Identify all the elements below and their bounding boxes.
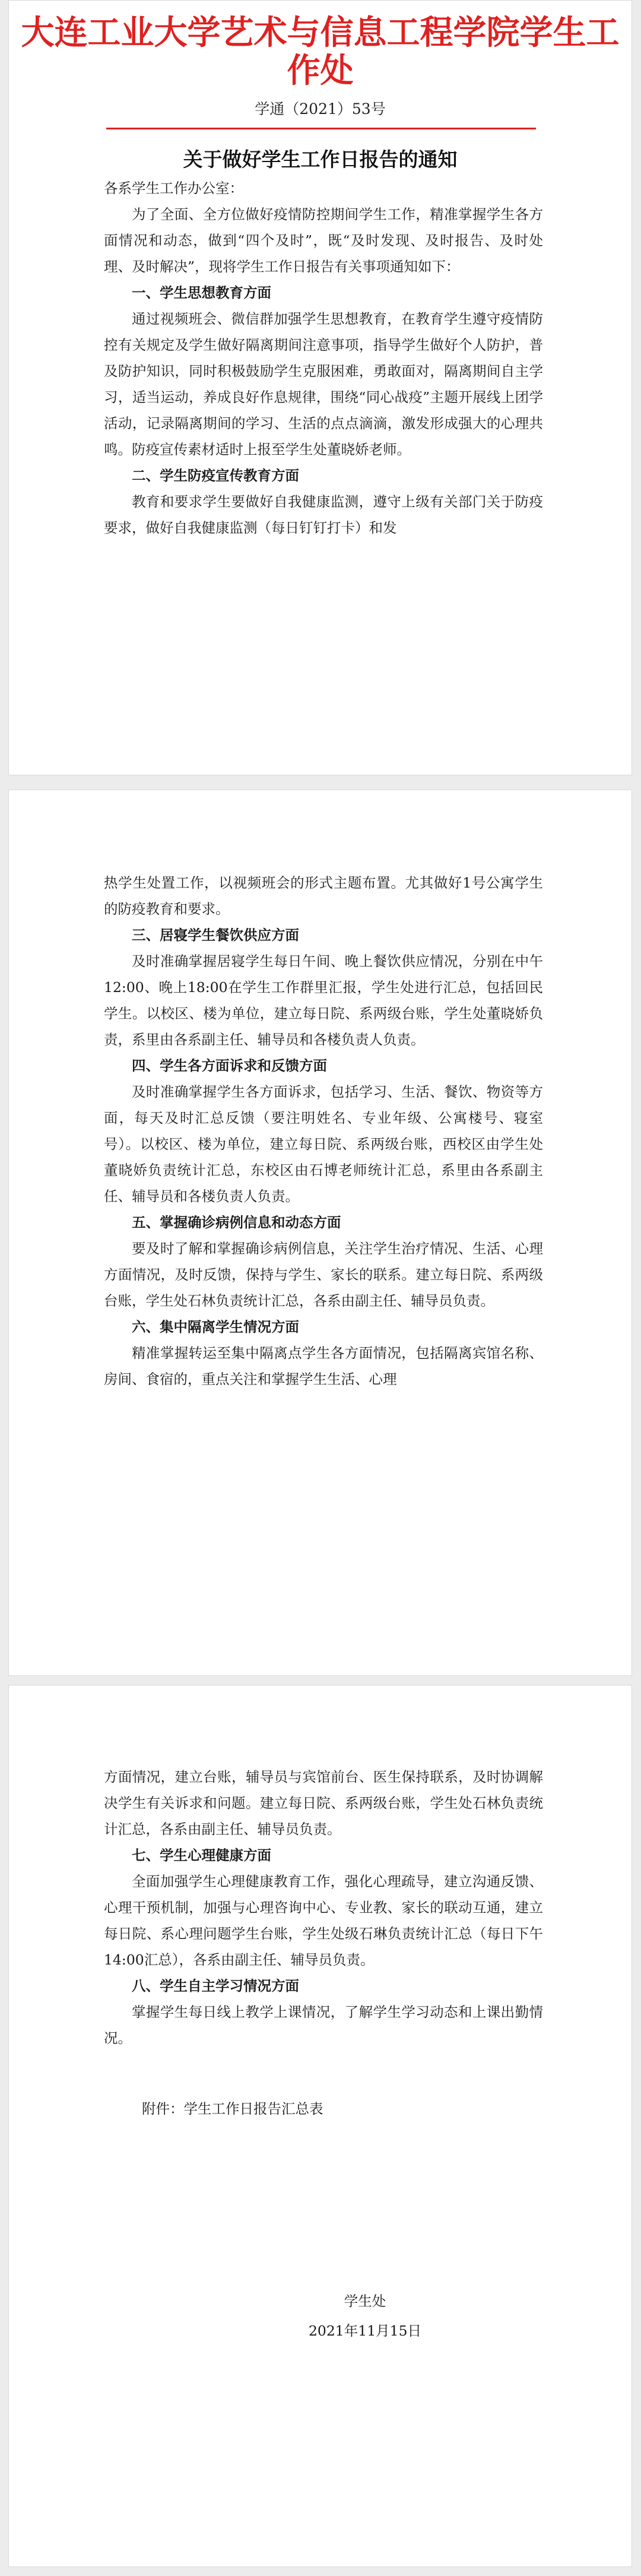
section-8-body: 掌握学生每日线上教学上课情况，了解学生学习动态和上课出勤情况。: [104, 2004, 543, 2046]
red-separator-line: [106, 128, 536, 129]
section-2-body-part1: 教育和要求学生要做好自我健康监测，遵守上级有关部门关于防疫要求，做好自我健康监测（每日钉钉打卡）和发: [104, 493, 543, 536]
section-4-body: 及时准确掌握学生各方面诉求，包括学习、生活、餐饮、物资等方面，每天及时汇总反馈（要注明姓名、专业年级、公寓楼号、寝室号）。以校区、楼为单位，建立每日院、系两级台账，西校区由学生处董晓娇负责统计汇总，东校区由石博老师统计汇总，系里由各系副主任、辅导员和各楼负责人负责。: [104, 1083, 543, 1205]
page3-body: [104, 1764, 543, 2051]
document-number: 学通（2021）53号: [255, 100, 386, 118]
section-5-heading: 五、掌握确诊病例信息和动态方面: [132, 1214, 341, 1231]
section-6-heading: 六、集中隔离学生情况方面: [132, 1319, 299, 1335]
masthead-title: 大连工业大学艺术与信息工程学院学生工作处: [21, 13, 620, 90]
section-2-heading: 二、学生防疫宣传教育方面: [132, 467, 299, 484]
section-3-heading: 三、居寝学生餐饮供应方面: [132, 927, 299, 943]
section-2-body-part2: 热学生处置工作，以视频班会的形式主题布置。尤其做好1号公寓学生的防疫教育和要求。: [104, 874, 543, 917]
section-7-body: 全面加强学生心理健康教育工作，强化心理疏导，建立沟通反馈、心理干预机制，加强与心理咨询中心、专业教、家长的联动互通，建立每日院、系心理问题学生台账，学生处级石琳负责统计汇总（每日下午14:00汇总），各系由副主任、辅导员负责。: [104, 1873, 543, 1968]
section-7-heading: 七、学生心理健康方面: [132, 1847, 271, 1864]
page2-body: [104, 870, 543, 1392]
section-6-body-part2: 方面情况，建立台账，辅导员与宾馆前台、医生保持联系，及时协调解决学生有关诉求和问题。建立每日院、系两级台账，学生处石林负责统计汇总，各系由副主任、辅导员负责。: [104, 1769, 543, 1837]
document-page-3: [8, 1685, 632, 2567]
section-4-heading: 四、学生各方面诉求和反馈方面: [132, 1057, 327, 1074]
section-3-body: 及时准确掌握居寝学生每日午间、晚上餐饮供应情况，分别在中午12:00、晚上18:00在学生工作群里汇报，学生处进行汇总，包括回民学生。以校区、楼为单位，建立每日院、系两级台账，学生处董晓娇负责，系里由各系副主任、辅导员和各楼负责人负责。: [104, 953, 543, 1048]
section-1-heading: 一、学生思想教育方面: [132, 284, 271, 301]
document-page-2: [8, 790, 632, 1676]
section-6-body-part1: 精准掌握转运至集中隔离点学生各方面情况，包括隔离宾馆名称、房间、食宿的，重点关注和掌握学生生活、心理: [104, 1345, 543, 1387]
section-8-heading: 八、学生自主学习情况方面: [132, 1978, 299, 1994]
section-1-body: 通过视频班会、微信群加强学生思想教育，在教育学生遵守疫情防控有关规定及学生做好隔离期间注意事项，指导学生做好个人防护，普及防护知识，同时积极鼓励学生克服困难，勇敢面对，隔离期间自主学习，适当运动，养成良好作息规律，围绕“同心战疫”主题开展线上团学活动，记录隔离期间的学习、生活的点点滴滴，激发形成强大的心理共鸣。防疫宣传素材适时上报至学生处董晓娇老师。: [104, 310, 543, 458]
issue-date: 2021年11月15日: [308, 2322, 422, 2339]
section-5-body: 要及时了解和掌握确诊病例信息，关注学生治疗情况、生活、心理方面情况，及时反馈，保持与学生、家长的联系。建立每日院、系两级台账，学生处石林负责统计汇总，各系由副主任、辅导员负责。: [104, 1240, 543, 1309]
intro-paragraph: 为了全面、全方位做好疫情防控期间学生工作，精准掌握学生各方面情况和动态，做到“四个及时”，既“及时发现、及时报告、及时处理、及时解决”，现将学生工作日报告有关事项通知如下：: [104, 206, 543, 275]
page1-body: [104, 175, 543, 541]
attachment-line: 附件：学生工作日报告汇总表: [142, 2100, 323, 2117]
document-page-1: [8, 0, 632, 775]
issuer-signature: 学生处: [344, 2293, 386, 2309]
addressee: 各系学生工作办公室：: [104, 180, 243, 197]
notice-title: 关于做好学生工作日报告的通知: [183, 148, 458, 171]
